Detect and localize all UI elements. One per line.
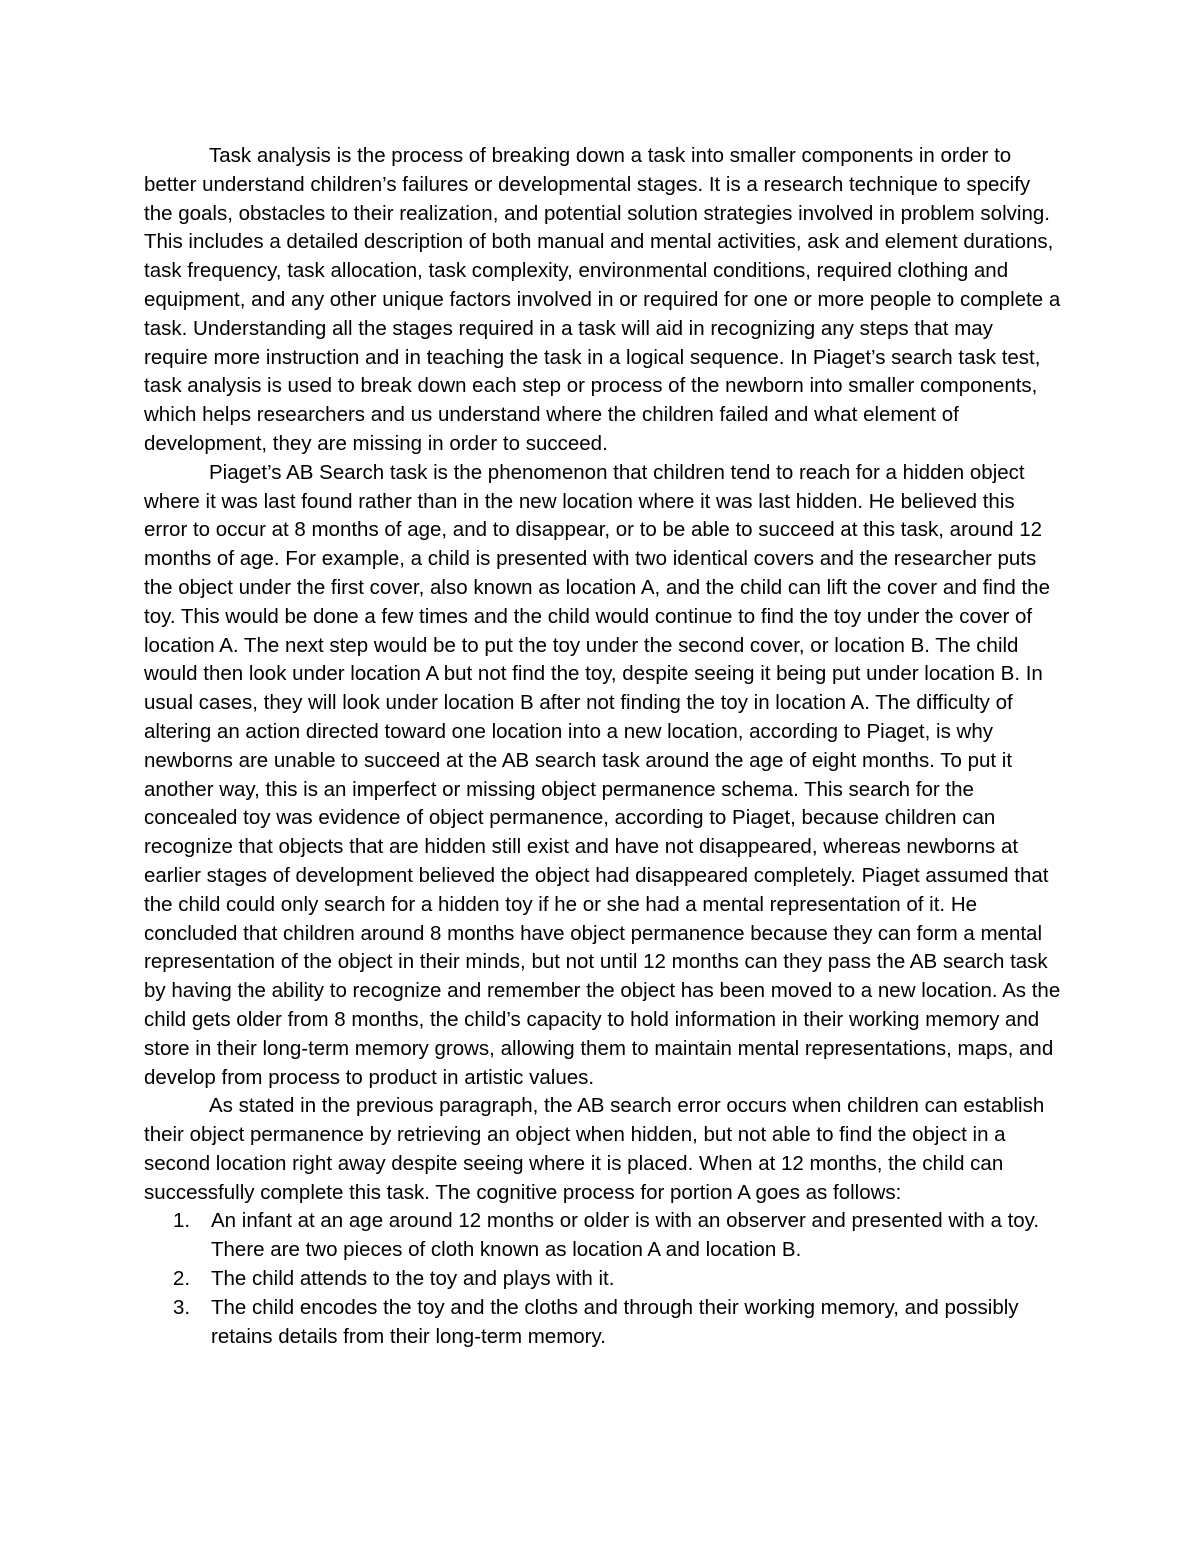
- list-item: [144, 1207, 1062, 1265]
- paragraph-ab-search-task: Piaget’s AB Search task is the phenomenon that children tend to reach for a hidden object where it was last found rather than in the new location where it was last hidden. He believed this error to occur at 8 months of age, and to disappear, or to be able to succeed at this task, around 12 months of age. For example, a child is presented with two identical covers and the researcher puts the object under the first cover, also known as location A, and the child can lift the cover and find the toy. This would be done a few times and the child would continue to find the toy under the cover of location A. The next step would be to put the toy under the second cover, or location B. The child would then look under location A but not find the toy, despite seeing it being put under location B. In usual cases, they will look under location B after not finding the toy in location A. The difficulty of altering an action directed toward one location into a new location, according to Piaget, is why newborns are unable to succeed at the AB search task around the age of eight months. To put it another way, this is an imperfect or missing object permanence schema. This search for the concealed toy was evidence of object permanence, according to Piaget, because children can recognize that objects that are hidden still exist and have not disappeared, whereas newborns at earlier stages of development believed the object had disappeared completely. Piaget assumed that the child could only search for a hidden toy if he or she had a mental representation of it. He concluded that children around 8 months have object permanence because they can form a mental representation of the object in their minds, but not until 12 months can they pass the AB search task by having the ability to recognize and remember the object has been moved to a new location. As the child gets older from 8 months, the child’s capacity to hold information in their working memory and store in their long-term memory grows, allowing them to maintain mental representations, maps, and develop from process to product in artistic values.: [144, 460, 1061, 1089]
- list-item-number: 2.: [173, 1267, 191, 1291]
- document-page: [144, 142, 1062, 1351]
- list-item-number: 3.: [173, 1295, 191, 1319]
- list-item: [144, 1294, 1062, 1352]
- paragraph-task-analysis: Task analysis is the process of breaking down a task into smaller components in order to better understand children’s failures or developmental stages. It is a research technique to specify the goals, obstacles to their realization, and potential solution strategies involved in problem solving. This includes a detailed description of both manual and mental activities, ask and element durations, task frequency, task allocation, task complexity, environmental conditions, required clothing and equipment, and any other unique factors involved in or required for one or more people to complete a task. Understanding all the stages required in a task will aid in recognizing any steps that may require more instruction and in teaching the task in a logical sequence. In Piaget’s search task test, task analysis is used to break down each step or process of the newborn into smaller components, which helps researchers and us understand where the children failed and what element of development, they are missing in order to succeed.: [144, 144, 1061, 455]
- list-item-number: 1.: [173, 1209, 191, 1233]
- list-item: [144, 1265, 1062, 1294]
- list-item-text: An infant at an age around 12 months or older is with an observer and presented with a toy. There are two pieces of cloth known as location A and location B.: [211, 1209, 1040, 1262]
- paragraph-ab-search-error: As stated in the previous paragraph, the AB search error occurs when children can establish their object permanence by retrieving an object when hidden, but not able to find the object in a second location right away despite seeing where it is placed. When at 12 months, the child can successfully complete this task. The cognitive process for portion A goes as follows:: [144, 1094, 1045, 1204]
- list-item-text: The child attends to the toy and plays with it.: [211, 1267, 615, 1291]
- list-item-text: The child encodes the toy and the cloths and through their working memory, and possibly retains details from their long-term memory.: [211, 1295, 1019, 1348]
- cognitive-process-list: [144, 1207, 1062, 1351]
